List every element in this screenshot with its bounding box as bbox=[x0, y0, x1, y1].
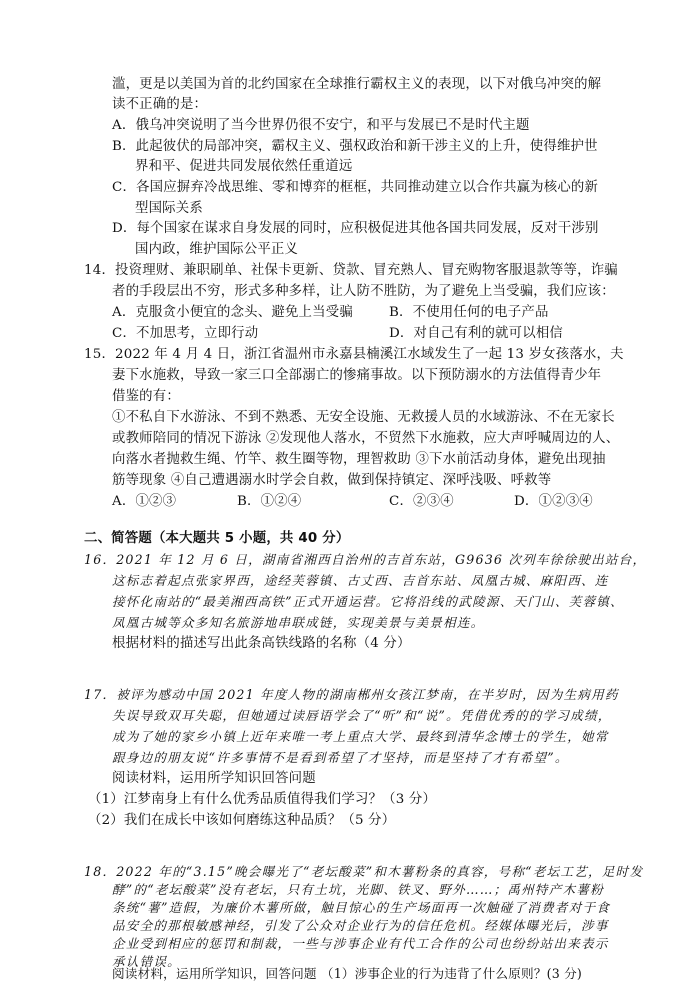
q15-stem-line-5: 或教师陪同的情况下游泳 ②发现他人落水，不贸然下水施救，应大声呼喊周边的人、 bbox=[112, 431, 620, 446]
q17-material-line-2: 失误导致双耳失聪，但她通过读唇语学会了“听”和“说”。凭借优秀的的学习成绩， bbox=[112, 708, 612, 723]
q13-option-c-line-1: C．各国应摒弃冷战思维、零和博弈的框框，共同推动建立以合作共赢为核心的新 bbox=[112, 180, 599, 195]
q16-material-line-1: 16．2021 年 12 月 6 日，湖南省湘西自治州的吉首东站，G9636 次列车徐徐驶出站台， bbox=[84, 552, 647, 567]
q17-instruction: 阅读材料，运用所学知识回答问题 bbox=[112, 771, 316, 786]
q15-stem-line-4: ①不私自下水游泳、不到不熟悉、无安全设施、无救援人员的水域游泳、不在无家长 bbox=[112, 410, 615, 425]
q14-option-b: B．不使用任何的电子产品 bbox=[389, 305, 549, 320]
q13-stem-line-2: 读不正确的是： bbox=[112, 97, 208, 112]
q16-material-line-4: 凤凰古城等众多知名旅游地串联成链，实现美景与美景相连。 bbox=[112, 615, 485, 630]
q18-material-line-2: 酵”的“老坛酸菜”没有老坛，只有土坑，光脚、铁叉、野外……；禹州特产木薯粉 bbox=[112, 882, 604, 897]
q14-option-a: A．克服贪小便宜的念头、避免上当受骗 bbox=[112, 305, 353, 320]
q13-option-b-line-1: B．此起彼伏的局部冲突，霸权主义、强权政治和新干涉主义的上升，使得维护世 bbox=[112, 139, 598, 154]
q18-material-line-5: 企业受到相应的惩罚和制裁，一些与涉事企业有代工合作的公司也纷纷站出来表示 bbox=[112, 936, 609, 951]
q15-stem-line-1: 15．2022 年 4 月 4 日，浙江省温州市永嘉县楠溪江水域发生了一起 13 岁女孩落水，夫 bbox=[84, 347, 624, 362]
q15-stem-line-6: 向落水者抛救生绳、竹竿、救生圈等物，理智救助 ③下水前活动身体，避免出现抽 bbox=[112, 452, 606, 467]
q13-option-d-line-2: 国内政，维护国际公平正义 bbox=[135, 242, 299, 257]
q17-material-line-3: 成为了她的家乡小镇上近年来唯一考上重点大学、最终到清华念博士的学生，她常 bbox=[112, 729, 609, 744]
q18-instruction: 阅读材料，运用所学知识，回答问题 （1）涉事企业的行为违背了什么原则？(3 分) bbox=[112, 966, 583, 981]
q15-stem-line-3: 借鉴的有： bbox=[112, 389, 180, 404]
q18-material-line-3: 条统“薯”造假，为廉价木薯所做，触目惊心的生产场面再一次触碰了消费者对于食 bbox=[112, 900, 611, 915]
q13-stem-line-1: 滥，更是以美国为首的北约国家在全球推行霸权主义的表现，以下对俄乌冲突的解 bbox=[112, 77, 602, 92]
q17-material-line-1: 17．被评为感动中国 2021 年度人物的湖南郴州女孩江梦南，在半岁时，因为生病用药 bbox=[84, 687, 619, 702]
q16-material-line-2: 这标志着起点张家界西，途经芙蓉镇、古丈西、吉首东站、凤凰古城、麻阳西、连 bbox=[112, 573, 609, 588]
q16-question: 根据材料的描述写出此条高铁线路的名称（4 分） bbox=[112, 636, 411, 651]
q14-option-d: D．对自己有利的就可以相信 bbox=[389, 326, 564, 341]
q17-subquestion-2: （2）我们在成长中该如何磨练这种品质？（5 分） bbox=[88, 813, 396, 828]
q13-option-b-line-2: 界和平、促进共同发展依然任重道远 bbox=[135, 159, 353, 174]
q13-option-d-line-1: D．每个国家在谋求自身发展的同时，应积极促进其他各国共同发展，反对干涉别 bbox=[112, 221, 599, 236]
q13-option-a: A．俄乌冲突说明了当今世界仍很不安宁，和平与发展已不是时代主题 bbox=[112, 118, 530, 133]
q14-option-c: C．不加思考，立即行动 bbox=[112, 326, 259, 341]
q14-stem-line-1: 14．投资理财、兼职刷单、社保卡更新、贷款、冒充熟人、冒充购物客服退款等等，诈骗 bbox=[84, 263, 618, 278]
q16-material-line-3: 接怀化南站的“最美湘西高铁”正式开通运营。它将沿线的武陵源、天门山、芙蓉镇、 bbox=[112, 594, 624, 609]
q13-option-c-line-2: 型国际关系 bbox=[135, 201, 203, 216]
q18-material-line-1: 18．2022 年的“3.15”晚会曝光了“老坛酸菜”和木薯粉条的真容，号称“老坛工艺，足时发 bbox=[84, 864, 644, 879]
q15-option-b: B．①②④ bbox=[237, 494, 302, 509]
q18-material-line-6: 承认错误。 bbox=[112, 954, 181, 969]
q15-option-a: A．①②③ bbox=[112, 494, 177, 509]
q17-subquestion-1: （1）江梦南身上有什么优秀品质值得我们学习？（3 分） bbox=[88, 792, 437, 807]
q14-stem-line-2: 者的手段层出不穷，形式多种多样，让人防不胜防，为了避免上当受骗，我们应该： bbox=[112, 284, 615, 299]
q17-material-line-4: 跟身边的朋友说“许多事情不是看到希望了才坚持，而是坚持了才有希望”。 bbox=[112, 750, 569, 765]
section-heading: 二、简答题（本大题共 5 小题，共 40 分） bbox=[84, 531, 350, 546]
q15-option-d: D．①②③④ bbox=[514, 494, 593, 509]
q18-material-line-4: 品安全的那根敏感神经，引发了公众对企业行为的信任危机。经媒体曝光后，涉事 bbox=[112, 918, 609, 933]
q15-stem-line-2: 妻下水施救，导致一家三口全部溺亡的惨痛事故。以下预防溺水的方法值得青少年 bbox=[112, 368, 602, 383]
q15-stem-line-7: 筋等现象 ④自己遭遇溺水时学会自救，做到保持镇定、深呼浅吸、呼救等 bbox=[112, 473, 552, 488]
q15-option-c: C．②③④ bbox=[389, 494, 454, 509]
